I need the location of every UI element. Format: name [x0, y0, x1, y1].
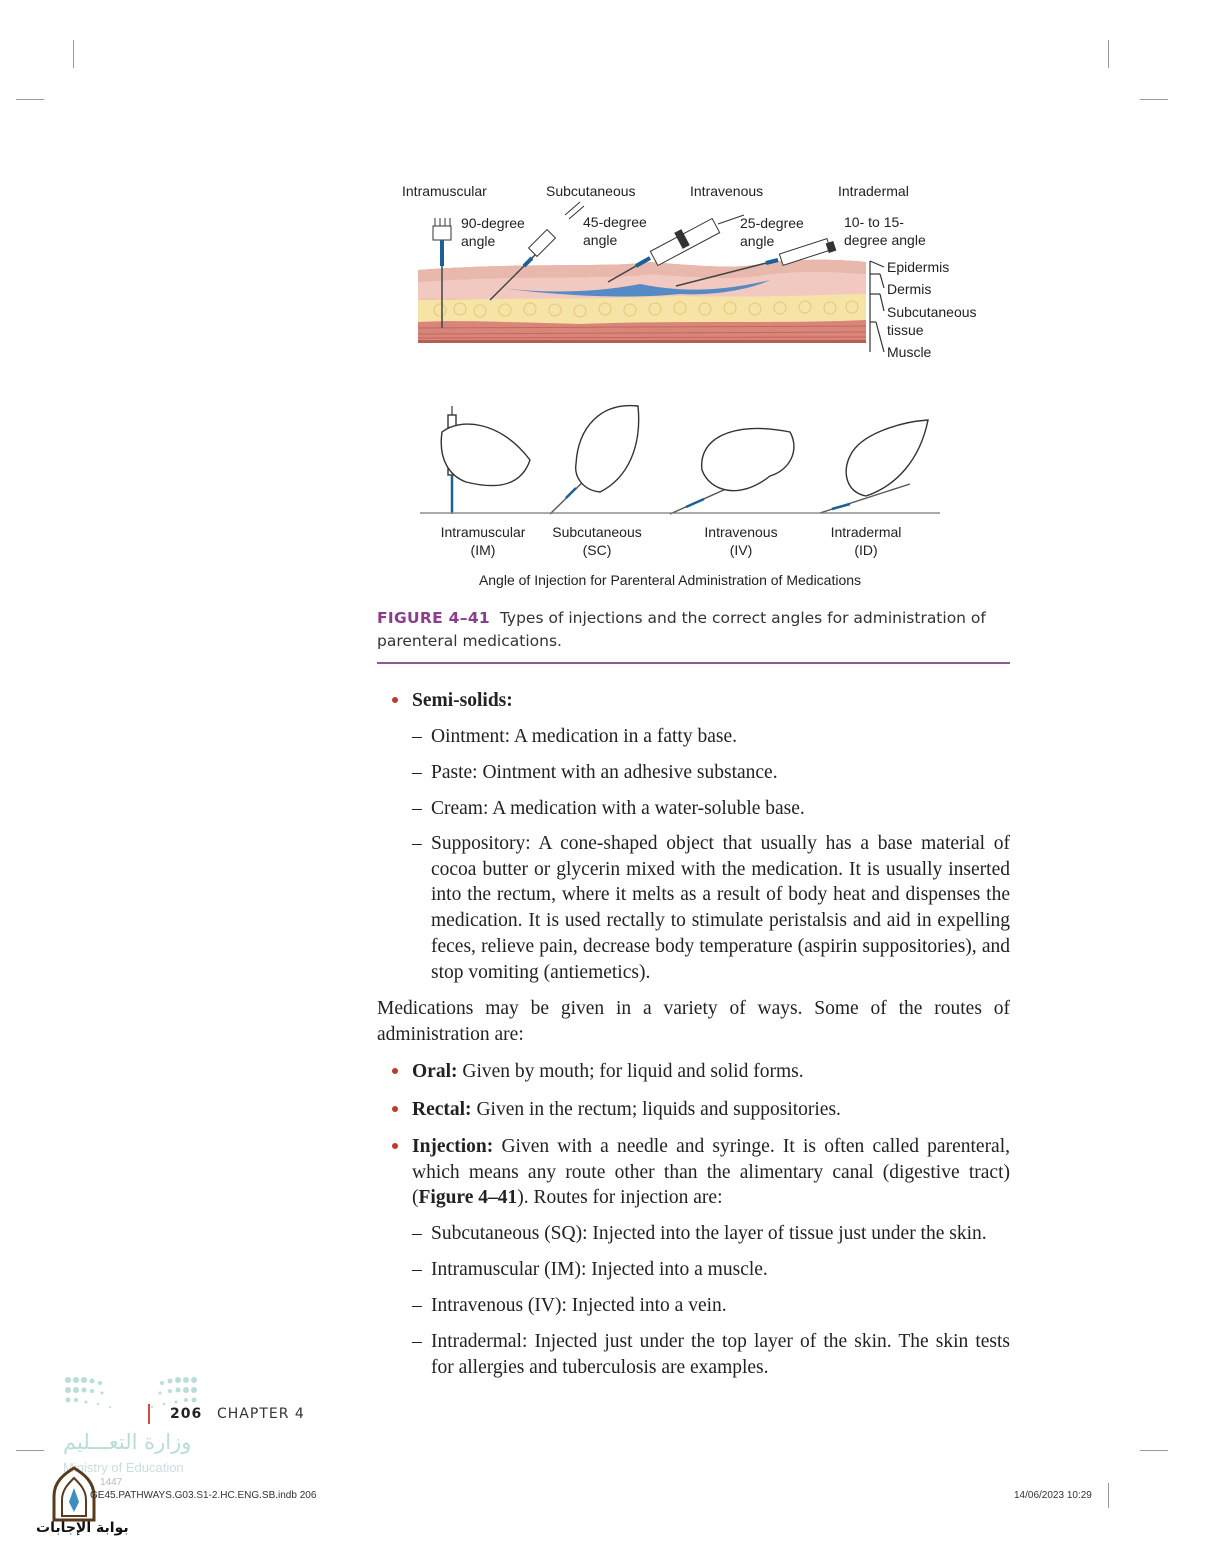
layer-label-tissue: tissue [887, 322, 924, 338]
top-label-intramuscular: Intramuscular [402, 183, 487, 199]
layer-label-epidermis: Epidermis [887, 259, 950, 275]
injection-route-intravenous: Intravenous (IV): Injected into a vein. [431, 1295, 727, 1316]
list-item-semi-solids [392, 688, 1010, 714]
portal-name: بوابة الإجابات [36, 1520, 129, 1536]
layer-label-muscle: Muscle [887, 344, 932, 360]
figure-caption-text: Types of injections and the correct angles for administration of parenteral medications. [377, 609, 986, 650]
angle-label-sc-line2: angle [583, 232, 618, 248]
crop-mark [1108, 40, 1109, 68]
semi-solids-item-suppository: Suppository: A cone-shaped object that usually has a base material of cocoa butter or glycerin mixed with the medication. It is usually inserted into the rectum, where it melts as a result of body heat and dispenses the medication. It is used rectally to stimulate peristalsis and aid in expelling feces, relieve pain, decrease body temperature (aspirin suppositories), and stop vomiting (antiemetics). [431, 833, 1010, 983]
angle-label-im-line2: angle [461, 233, 496, 249]
chapter-label: CHAPTER 4 [217, 1406, 305, 1422]
hands-illustration [441, 406, 928, 514]
bottom-label-intramuscular: Intramuscular [440, 524, 526, 540]
layer-brackets [870, 261, 884, 352]
top-label-intradermal: Intradermal [838, 183, 909, 199]
page-number-bar [148, 1404, 150, 1424]
bottom-label-intravenous: Intravenous [704, 524, 778, 540]
figure-reference-link[interactable]: Figure 4–41 [418, 1187, 518, 1209]
sub-list-item [412, 796, 1010, 822]
injection-route-intramuscular: Intramuscular (IM): Injected into a muscle. [431, 1259, 768, 1280]
semi-solids-heading: Semi-solids: [412, 690, 513, 711]
layer-label-subcutaneous: Subcutaneous [887, 304, 977, 320]
skin-cross-section [418, 260, 866, 343]
route-term-rectal: Rectal: [412, 1099, 472, 1120]
sub-list-item [412, 760, 1010, 786]
semi-solids-item-ointment: Ointment: A medication in a fatty base. [431, 726, 737, 747]
bottom-label-iv: (IV) [729, 542, 753, 558]
angle-label-id-line2: degree angle [844, 232, 926, 248]
file-slug: GE45.PATHWAYS.G03.S1-2.HC.ENG.SB.indb 206 [90, 1490, 317, 1501]
route-text-oral: Given by mouth; for liquid and solid forms. [462, 1061, 804, 1082]
figure-number: FIGURE 4–41 [377, 609, 490, 627]
angle-label-id-line1: 10- to 15- [844, 214, 904, 230]
crop-mark [16, 1450, 44, 1451]
bottom-label-subcutaneous: Subcutaneous [552, 524, 642, 540]
top-label-subcutaneous: Subcutaneous [546, 183, 636, 199]
bottom-label-intradermal: Intradermal [830, 524, 902, 540]
dash-icon: – [412, 762, 422, 783]
ministry-name-english: Ministry of Education [63, 1460, 184, 1475]
injection-angle-figure [380, 170, 1010, 595]
bullet-icon [392, 1106, 398, 1112]
dash-icon: – [412, 833, 422, 854]
sub-list-item [412, 724, 1010, 750]
dash-icon: – [412, 1331, 422, 1352]
crop-mark [16, 99, 44, 100]
page-number: 206 [170, 1406, 203, 1422]
sub-list-item [412, 1257, 1010, 1283]
angle-label-iv-line2: angle [740, 233, 775, 249]
bullet-icon [392, 697, 398, 703]
angle-label-iv-line1: 25-degree [740, 215, 804, 231]
sub-list-item [412, 1329, 1010, 1380]
bullet-icon [392, 1143, 398, 1149]
bottom-label-im: (IM) [470, 542, 496, 558]
bullet-icon [392, 1068, 398, 1074]
semi-solids-item-cream: Cream: A medication with a water-soluble base. [431, 798, 805, 819]
route-text-injection-end: ). Routes for injection are: [517, 1187, 723, 1209]
bottom-label-id: (ID) [854, 542, 878, 558]
top-label-intravenous: Intravenous [690, 183, 764, 199]
ministry-year: 1447 [100, 1477, 123, 1488]
route-term-injection: Injection: [412, 1136, 494, 1157]
angle-label-im-line1: 90-degree [461, 215, 525, 231]
list-item-rectal [392, 1097, 1010, 1123]
injection-route-intradermal: Intradermal: Injected just under the top layer of the skin. The skin tests for allergies and tuberculosis are examples. [431, 1331, 1010, 1378]
layer-label-dermis: Dermis [887, 281, 932, 297]
route-term-oral: Oral: [412, 1061, 458, 1082]
print-timestamp: 14/06/2023 10:29 [1014, 1490, 1092, 1501]
sub-list-item [412, 1221, 1010, 1247]
figure-caption [377, 607, 1009, 653]
crop-mark [1108, 1483, 1109, 1508]
route-text-rectal: Given in the rectum; liquids and suppositories. [476, 1099, 841, 1120]
routes-intro-paragraph: Medications may be given in a variety of ways. Some of the routes of administration are: [377, 998, 1010, 1045]
figure-title: Angle of Injection for Parenteral Administration of Medications [478, 572, 862, 588]
dash-icon: – [412, 1295, 422, 1316]
sub-list-item [412, 831, 1010, 985]
list-item-injection [392, 1134, 1010, 1211]
caption-rule [377, 662, 1010, 664]
angle-label-sc-line1: 45-degree [583, 214, 647, 230]
route-text-injection: Given with a needle and syringe. It is often called parenteral, which means any route other than the alimentary canal (digestive tract) ( [412, 1136, 1011, 1209]
crop-mark [1140, 99, 1168, 100]
sub-list-item [412, 1293, 1010, 1319]
dash-icon: – [412, 726, 422, 747]
injection-route-subcutaneous: Subcutaneous (SQ): Injected into the layer of tissue just under the skin. [431, 1223, 987, 1244]
crop-mark [1140, 1450, 1168, 1451]
bottom-label-sc: (SC) [582, 542, 612, 558]
crop-mark [73, 40, 74, 68]
dash-icon: – [412, 798, 422, 819]
dash-icon: – [412, 1259, 422, 1280]
dash-icon: – [412, 1223, 422, 1244]
ministry-name-arabic: وزارة التعـــليم [63, 1430, 192, 1454]
semi-solids-item-paste: Paste: Ointment with an adhesive substance. [431, 762, 778, 783]
list-item-oral [392, 1059, 1010, 1085]
